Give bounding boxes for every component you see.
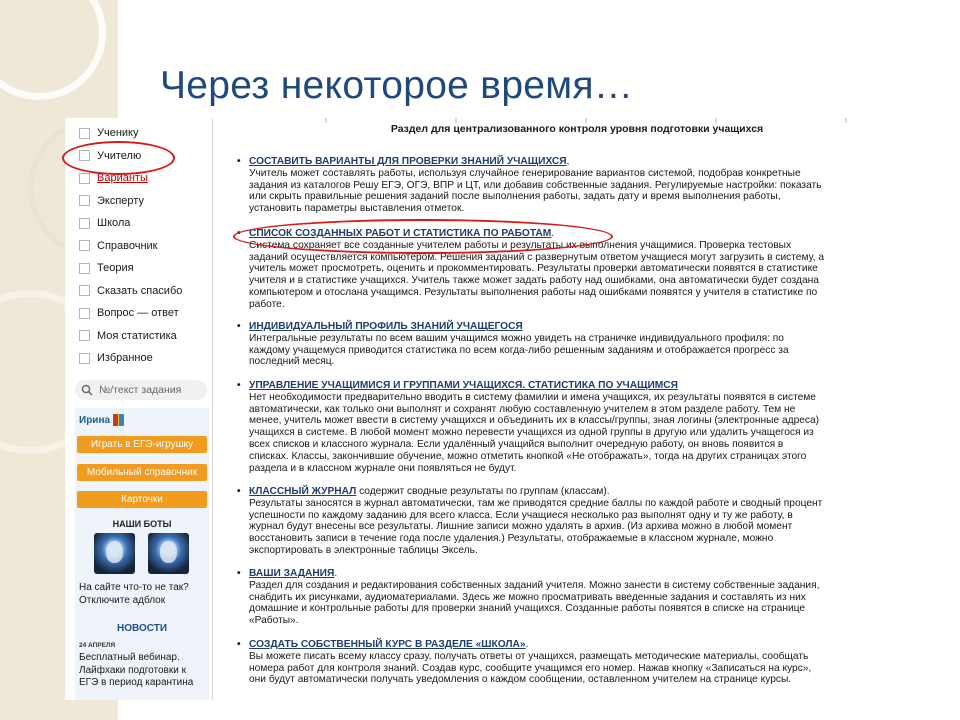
bot-avatar[interactable] — [94, 533, 135, 574]
user-info[interactable] — [79, 414, 124, 426]
book-icon — [113, 414, 124, 426]
sidebar — [65, 118, 213, 700]
sidebar-item-label: Сказать спасибо — [97, 284, 183, 297]
section-body: Учитель может составлять работы, используя случайное генерирование вариантов системой, подобрав конкретные задания из каталогов Решу ЕГЭ, ОГЭ, ВПР и ЦТ, или добавив собственные задания. Регулируемые настройки: показать или скрыть правильные решения заданий после выполнения работы, задать дату и время выполнения работы, установить параметры выставления отметок. — [249, 167, 822, 215]
news-title[interactable]: НОВОСТИ — [116, 623, 168, 634]
play-game-button[interactable]: Играть в ЕГЭ-игрушку — [77, 436, 207, 453]
sidebar-item-thanks[interactable] — [79, 280, 209, 303]
section-your-tasks: • ВАШИ ЗАДАНИЯ. Раздел для создания и редактирования собственных заданий учителя. Можно занести в систему собственные задания, снабдить их рисунками, аудиоматериалами. Здесь же можно просматривать введенные задания и составлять из них домашние и контрольные работы для проверки знаний учащихся. Созданные работы появятся в списке на странице «Работы». — [237, 568, 929, 627]
checkbox-icon — [79, 353, 90, 364]
sidebar-item-label: Теория — [97, 262, 134, 275]
bot-avatar[interactable] — [148, 533, 189, 574]
adblock-note[interactable]: На сайте что-то не так? Отключите адблок — [79, 582, 189, 606]
news-date: 24 АПРЕЛЯ — [79, 642, 116, 649]
section-link[interactable]: ИНДИВИДУАЛЬНЫЙ ПРОФИЛЬ ЗНАНИЙ УЧАЩЕГОСЯ — [249, 321, 523, 332]
sidebar-item-reference[interactable] — [79, 235, 209, 258]
section-body: Раздел для создания и редактирования собственных заданий учителя. Можно занести в систему собственные задания, снабдить их рисунками, аудиоматериалами. Здесь же можно просматривать введенные задания и составлять из них домашние и контрольные работы для проверки знаний учащихся. Созданные работы появятся в списке на странице «Работы». — [249, 579, 820, 627]
section-link[interactable]: СОЗДАТЬ СОБСТВЕННЫЙ КУРС В РАЗДЕЛЕ «ШКОЛА» — [249, 639, 526, 650]
section-body: Система сохраняет все созданные учителем работы и результаты их выполнения учащимися. Проверка тестовых заданий осуществляется компьютером. Решения заданий с развернутым ответом учащиеся могут загрузить в систему, а учитель может просмотреть, оценить и прокомментировать. Результаты проверки автоматически появятся в статистике учителя и в статистике учащихся. Учитель также может задать работу над ошибками, она автоматически будет создана компьютером и отослана учащимся. Результаты выполнения работы над ошибками появятся у учителя в статистике по работе. — [249, 239, 824, 310]
sidebar-item-theory[interactable] — [79, 257, 209, 280]
sidebar-item-label: Моя статистика — [97, 329, 177, 342]
main-heading: Раздел для централизованного контроля уровня подготовки учащихся — [390, 123, 764, 135]
checkbox-icon — [79, 218, 90, 229]
sidebar-item-favorites[interactable] — [79, 347, 209, 370]
checkbox-icon — [79, 173, 90, 184]
section-link[interactable]: КЛАССНЫЙ ЖУРНАЛ — [249, 486, 357, 497]
sidebar-item-label: Ученику — [97, 127, 139, 140]
checkbox-icon — [79, 128, 90, 139]
checkbox-icon — [79, 240, 90, 251]
bots-title: НАШИ БОТЫ — [112, 519, 172, 529]
checkbox-icon — [79, 285, 90, 296]
section-student-management: • УПРАВЛЕНИЕ УЧАЩИМИСЯ И ГРУППАМИ УЧАЩИХСЯ. СТАТИСТИКА ПО УЧАЩИМСЯ Нет необходимости предварительно вводить в систему фамилии и имена учащихся, их результаты появятся в системе автоматически, как только они выполнят и сохранят любую составленную учителем в этом разделе работу. Тем не менее, учитель может ввести в систему учащихся и объединить их в классы/группы, зная логины (электронные адреса) учащихся в системе. В любой момент можно перевести учащихся из одной группы в другую или удалить учащегося из всех списков и классного журнала. Если удалённый учащийся выполнит очередную работу, он вновь появится в списках. Классы, закончившие обучение, можно отметить кнопкой «Не отображать», тогда на других страницах этого раздела и в классном журнале они появляться не будут. — [237, 380, 929, 474]
section-link[interactable]: ВАШИ ЗАДАНИЯ — [249, 568, 335, 579]
search-box[interactable] — [75, 380, 207, 400]
search-input[interactable] — [97, 383, 211, 397]
sidebar-item-expert[interactable] — [79, 190, 209, 213]
highlight-ellipse-works-list — [233, 219, 613, 254]
sidebar-item-label: Справочник — [97, 239, 158, 252]
section-body: Нет необходимости предварительно вводить в систему фамилии и имена учащихся, их результаты появятся в системе автоматически, как только они выполнят и сохранят любую составленную учителем в этом разделе работу. Тем не менее, учитель может ввести в систему учащихся и объединить их в классы/группы, зная логины (электронные адреса) учащихся в системе. В любой момент можно перевести учащихся из одной группы в другую или удалить учащегося из всех списков и классного журнала. Если удалённый учащийся выполнит очередную работу, он вновь появится в списках. Классы, закончившие обучение, можно отметить кнопкой «Не отображать», тогда на других страницах этого раздела и в классном журнале они появляться не будут. — [249, 391, 820, 474]
sidebar-user-panel — [75, 408, 209, 700]
sidebar-item-label: Варианты — [97, 172, 148, 185]
section-link[interactable]: УПРАВЛЕНИЕ УЧАЩИМИСЯ И ГРУППАМИ УЧАЩИХСЯ. СТАТИСТИКА ПО УЧАЩИМСЯ — [249, 380, 678, 391]
website-screenshot — [65, 118, 942, 700]
section-works-list: • СПИСОК СОЗДАННЫХ РАБОТ И СТАТИСТИКА ПО РАБОТАМ. Система сохраняет все созданные учителем работы и результаты их выполнения учащимися. Проверка тестовых заданий осуществляется компьютером. Решения заданий с развернутым ответом учащиеся могут загрузить в систему, а учитель может просмотреть, оценить и прокомментировать. Результаты проверки автоматически появятся в статистике учителя и в статистике учащихся. Учитель также может задать работу над ошибками, она автоматически будет создана компьютером и отослана учащимся. Результаты выполнения работы над ошибками появятся у учителя в статистике по работе. — [237, 228, 929, 311]
section-body: Результаты заносятся в журнал автоматически, там же приводятся средние баллы по каждой работе и сводный процент успешности по каждому заданию для всего класса. Если учащиеся несколько раз выполнят одну и ту же работу, в журнал будут внесены все результаты. Лишние записи можно удалять в архив. (Из архива можно в любой момент восстановить записи в течение года после удаления.) Результаты, отображаемые в классном журнале, можно экспортировать в электронные таблицы Эксель. — [249, 497, 823, 556]
section-create-course: • СОЗДАТЬ СОБСТВЕННЫЙ КУРС В РАЗДЕЛЕ «ШКОЛА». Вы можете писать всему классу сразу, получать ответы от учащихся, размещать методические материалы, сообщать номера работ для контроля знаний. Создав курс, сообщите учащимся его номер. Нажав кнопку «Записаться на курс», они будут автоматически получать уведомления о каждом сообщении, оставленном учителем на странице курсы. — [237, 639, 929, 686]
search-icon — [81, 384, 93, 396]
checkbox-icon — [79, 195, 90, 206]
sidebar-item-faq[interactable] — [79, 302, 209, 325]
mobile-reference-button[interactable]: Мобильный справочник — [77, 464, 207, 481]
checkbox-icon — [79, 308, 90, 319]
section-link[interactable]: СПИСОК СОЗДАННЫХ РАБОТ И СТАТИСТИКА ПО РАБОТАМ — [249, 228, 552, 239]
sidebar-item-label: Эксперту — [97, 194, 144, 207]
sidebar-item-school[interactable] — [79, 212, 209, 235]
cards-button[interactable]: Карточки — [77, 491, 207, 508]
highlight-ellipse-teacher — [62, 141, 175, 175]
sidebar-item-my-stats[interactable] — [79, 325, 209, 348]
user-name: Ирина — [79, 414, 111, 426]
section-body: Интегральные результаты по всем вашим учащимся можно увидеть на страничке индивидуального профиля: по каждому учащемуся приводится статистика по всем когда-либо решенным заданиям и отображается прогресс за последний месяц. — [249, 332, 789, 368]
news-item[interactable]: Бесплатный вебинар. Лайфхаки подготовки к ЕГЭ в период карантина — [79, 652, 194, 688]
section-create-variants: • СОСТАВИТЬ ВАРИАНТЫ ДЛЯ ПРОВЕРКИ ЗНАНИЙ УЧАЩИХСЯ, Учитель может составлять работы, используя случайное генерирование вариантов системой, подобрав конкретные задания из каталогов Решу ЕГЭ, ОГЭ, ВПР и ЦТ, или добавив собственные задания. Регулируемые настройки: показать или скрыть правильные решения заданий после выполнения работы, задать дату и время выполнения работы, установить параметры выставления отметок. — [237, 156, 929, 215]
checkbox-icon — [79, 263, 90, 274]
section-class-journal: • КЛАССНЫЙ ЖУРНАЛ содержит сводные результаты по группам (классам). Результаты заносятся в журнал автоматически, там же приводятся средние баллы по каждой работе и сводный процент успешности по каждому заданию для всего класса. Если учащиеся несколько раз выполнят одну и ту же работу, в журнал будут внесены все результаты. Лишние записи можно удалять в архив. (Из архива можно в любой момент восстановить записи в течение года после удаления.) Результаты, отображаемые в классном журнале, можно экспортировать в электронные таблицы Эксель. — [237, 486, 929, 557]
sidebar-item-label: Школа — [97, 217, 131, 230]
checkbox-icon — [79, 330, 90, 341]
sidebar-item-label: Вопрос — ответ — [97, 307, 179, 320]
main-content — [237, 118, 929, 700]
section-body: Вы можете писать всему классу сразу, получать ответы от учащихся, размещать методические материалы, сообщать номера работ для контроля знаний. Создав курс, сообщите учащимся его номер. Нажав кнопку «Записаться на курс», они будут автоматически получать уведомления о каждом сообщении, оставленном учителем на странице курсы. — [249, 650, 812, 686]
section-link[interactable]: СОСТАВИТЬ ВАРИАНТЫ ДЛЯ ПРОВЕРКИ ЗНАНИЙ УЧАЩИХСЯ — [249, 156, 567, 167]
sidebar-item-label: Учителю — [97, 149, 142, 162]
section-student-profile: • ИНДИВИДУАЛЬНЫЙ ПРОФИЛЬ ЗНАНИЙ УЧАЩЕГОСЯ Интегральные результаты по всем вашим учащимся можно увидеть на страничке индивидуального профиля: по каждому учащемуся приводится статистика по всем когда-либо решенным заданиям и отображается прогресс за последний месяц. — [237, 321, 929, 368]
slide-title: Через некоторое время… — [160, 64, 634, 107]
sidebar-item-label: Избранное — [97, 352, 153, 365]
